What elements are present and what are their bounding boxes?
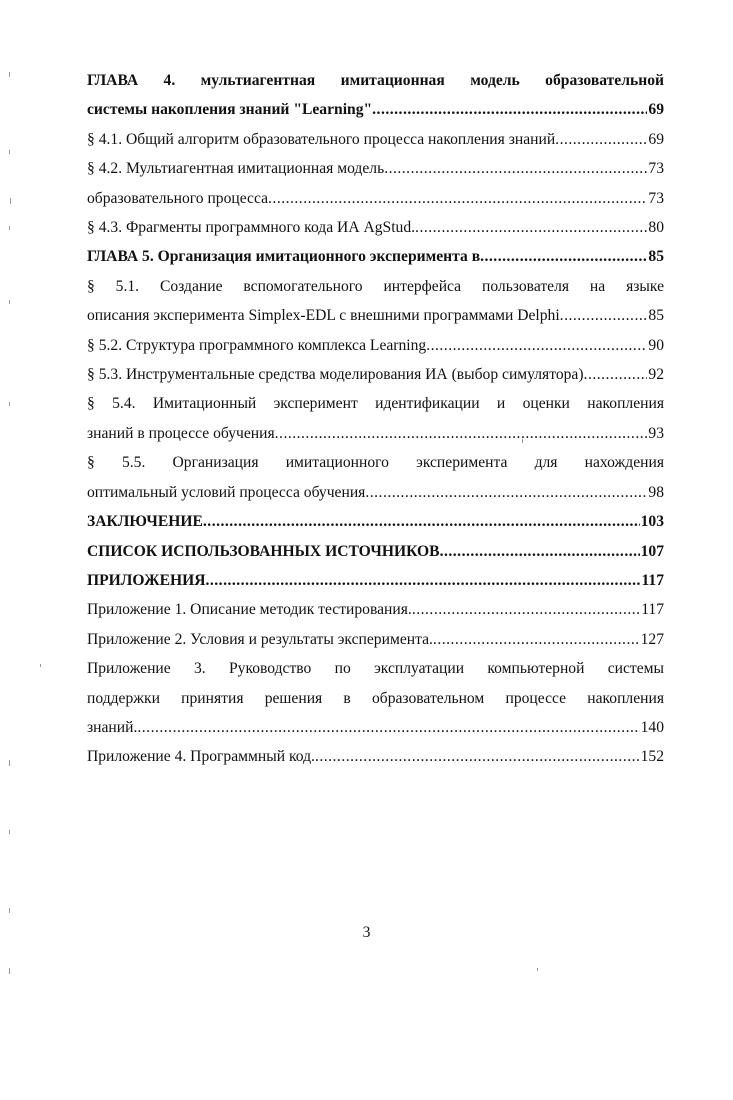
toc-section-4-3 (87, 213, 664, 242)
toc-appendix-title: знаний. (87, 718, 138, 736)
toc-appendix-2 (87, 625, 664, 654)
toc-chapter-4-line2: системы накопления знаний "Learning" (87, 101, 373, 119)
dot-leader (560, 301, 648, 330)
toc-page-number: 73 (648, 160, 664, 178)
dot-leader (365, 478, 647, 507)
toc-page-number: 73 (648, 189, 664, 207)
table-of-contents (87, 66, 664, 772)
toc-appendix-3-line1: Приложение 3. Руководство по эксплуатации компьютерной системы (87, 660, 664, 678)
toc-section-4-2 (87, 154, 664, 183)
scan-mark (9, 300, 10, 304)
toc-section-title: § 5.2. Структура программного комплекса Learning (87, 336, 427, 354)
scan-mark (9, 150, 10, 154)
toc-section-title: § 4.3. Фрагменты программного кода ИА AgStud. (87, 219, 416, 237)
toc-appendix-4 (87, 742, 664, 771)
dot-leader (384, 154, 647, 183)
toc-page-number: 80 (648, 219, 664, 237)
dot-leader (372, 95, 647, 124)
toc-section-5-5 (87, 478, 664, 507)
scan-mark (9, 72, 10, 77)
toc-page-number: 107 (640, 542, 664, 560)
toc-section-title: § 4.1. Общий алгоритм образовательного процесса накопления знаний (87, 130, 556, 148)
dot-leader (433, 625, 640, 654)
toc-appendix-title: Приложение 1. Описание методик тестирования. (87, 601, 412, 619)
toc-page-number: 85 (648, 248, 664, 266)
page-number: 3 (362, 924, 371, 941)
toc-appendix-3-line2: поддержки принятия решения в образовательном процессе накопления (87, 689, 664, 707)
toc-section-title: оптимальный условий процесса обучения (87, 483, 366, 501)
dot-leader (426, 331, 647, 360)
toc-page-number: 93 (648, 424, 664, 442)
toc-page-number: 85 (648, 307, 664, 325)
toc-page-number: 92 (648, 366, 664, 384)
dot-leader (275, 419, 648, 448)
dot-leader (440, 537, 640, 566)
toc-page-number: 117 (641, 601, 664, 619)
dot-leader (268, 184, 647, 213)
toc-page-number: 117 (641, 571, 664, 589)
toc-chapter-title: ГЛАВА 5. Организация имитационного эксперимента в (87, 248, 481, 266)
toc-page-number: 152 (640, 748, 664, 766)
toc-section-5-1 (87, 301, 664, 330)
toc-appendix-3 (87, 713, 664, 742)
toc-page-number: 98 (648, 483, 664, 501)
scan-mark (9, 402, 10, 406)
scan-mark (40, 664, 41, 667)
toc-appendix-title: Приложение 4. Программный код. (87, 748, 315, 766)
dot-leader (205, 566, 640, 595)
toc-section-5-1-line1: § 5.1. Создание вспомогательного интерфейса пользователя на языке (87, 277, 664, 295)
toc-chapter-5 (87, 242, 664, 271)
toc-chapter-title: ПРИЛОЖЕНИЯ (87, 571, 206, 589)
scan-mark (9, 830, 10, 834)
scan-mark (9, 968, 10, 974)
toc-page-number: 103 (640, 513, 664, 531)
toc-appendix-title: Приложение 2. Условия и результаты эксперимента. (87, 630, 433, 648)
dot-leader (480, 242, 647, 271)
toc-section-5-2 (87, 331, 664, 360)
toc-page-number: 140 (640, 718, 664, 736)
toc-page-number: 69 (648, 101, 664, 119)
scan-mark (9, 760, 10, 766)
toc-section-4-2-cont (87, 184, 664, 213)
toc-section-title: § 5.3. Инструментальные средства моделирования ИА (выбор симулятора) (87, 366, 584, 384)
toc-chapter-title: ЗАКЛЮЧЕНИЕ (87, 513, 203, 531)
toc-chapter-4-line1: ГЛАВА 4. мультиагентная имитационная модель образовательной (87, 72, 664, 89)
dot-leader (137, 713, 639, 742)
toc-chapter-title: СПИСОК ИСПОЛЬЗОВАННЫХ ИСТОЧНИКОВ (87, 542, 440, 560)
toc-section-5-4-line1: § 5.4. Имитационный эксперимент идентификации и оценки накопления (87, 395, 664, 413)
toc-conclusion (87, 507, 664, 536)
toc-appendices (87, 566, 664, 595)
dot-leader (584, 360, 648, 389)
scan-mark (9, 226, 10, 230)
dot-leader (412, 595, 640, 624)
toc-chapter-4 (87, 95, 664, 124)
dot-leader (315, 742, 640, 771)
scan-mark (9, 908, 10, 913)
toc-appendix-1 (87, 595, 664, 624)
toc-section-title: описания эксперимента Simplex-EDL с внешними программами Delphi (87, 307, 560, 325)
scan-mark (522, 439, 523, 443)
dot-leader (415, 213, 647, 242)
toc-section-5-5-line1: § 5.5. Организация имитационного эксперимента для нахождения (87, 454, 664, 472)
scan-mark (537, 968, 538, 971)
toc-sources (87, 537, 664, 566)
toc-section-title: § 4.2. Мультиагентная имитационная модель (87, 160, 385, 178)
toc-section-title: знаний в процессе обучения (87, 424, 275, 442)
toc-section-5-4 (87, 419, 664, 448)
toc-page-number: 90 (648, 336, 664, 354)
toc-page-number: 127 (640, 630, 664, 648)
toc-section-4-1 (87, 125, 664, 154)
dot-leader (203, 507, 640, 536)
toc-page-number: 69 (648, 130, 664, 148)
toc-section-title: образовательного процесса (87, 189, 269, 207)
toc-section-5-3 (87, 360, 664, 389)
dot-leader (555, 125, 647, 154)
scan-mark (10, 198, 11, 204)
